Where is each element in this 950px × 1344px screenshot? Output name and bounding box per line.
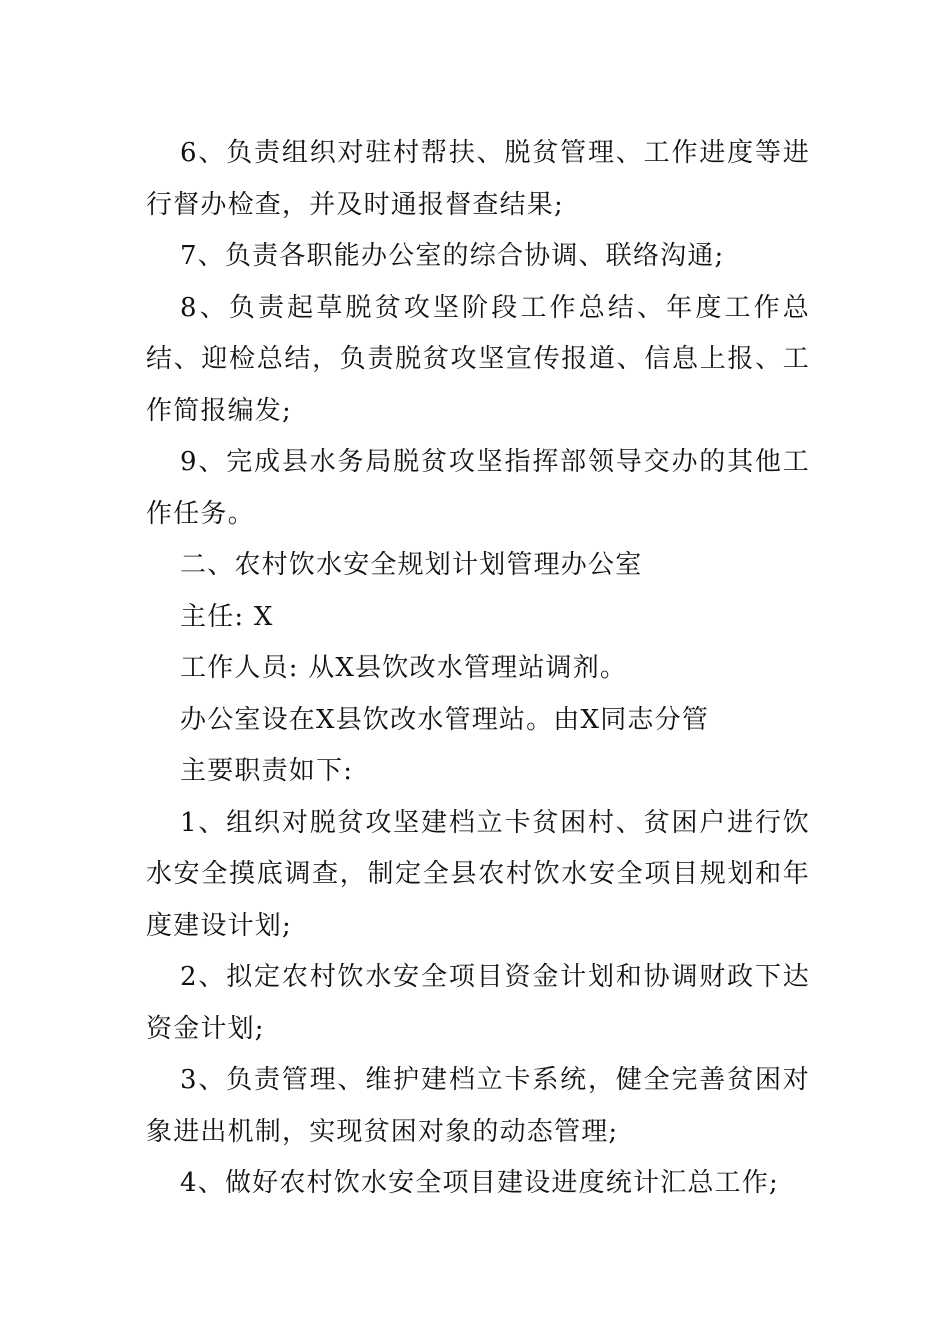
director-line: 主任: X	[180, 601, 274, 632]
office-location-line: 办公室设在X县饮改水管理站。由X同志分管	[180, 704, 710, 735]
document-body	[146, 128, 810, 1210]
section-heading-office-2: 二、农村饮水安全规划计划管理办公室	[180, 550, 643, 580]
paragraph-office-duty-4: 4、做好农村饮水安全项目建设进度统计汇总工作;	[180, 1168, 779, 1198]
paragraph-office-duty-3: 3、负责管理、维护建档立卡系统，健全完善贫困对象进出机制，实现贫困对象的动态管理;	[146, 1065, 810, 1147]
paragraph-duty-9: 9、完成县水务局脱贫攻坚指挥部领导交办的其他工作任务。	[146, 447, 810, 529]
main-duties-heading: 主要职责如下:	[180, 756, 354, 786]
paragraph-duty-8: 8、负责起草脱贫攻坚阶段工作总结、年度工作总结、迎检总结，负责脱贫攻坚宣传报道、信息上报、工作简报编发;	[146, 292, 810, 426]
paragraph-office-duty-2: 2、拟定农村饮水安全项目资金计划和协调财政下达资金计划;	[146, 962, 810, 1044]
paragraph-office-duty-1: 1、组织对脱贫攻坚建档立卡贫困村、贫困户进行饮水安全摸底调查，制定全县农村饮水安全项目规划和年度建设计划;	[146, 807, 810, 941]
paragraph-duty-6: 6、负责组织对驻村帮扶、脱贫管理、工作进度等进行督办检查，并及时通报督查结果;	[146, 138, 810, 220]
paragraph-duty-7: 7、负责各职能办公室的综合协调、联络沟通;	[180, 241, 725, 271]
staff-line: 工作人员: 从X县饮改水管理站调剂。	[180, 653, 628, 683]
